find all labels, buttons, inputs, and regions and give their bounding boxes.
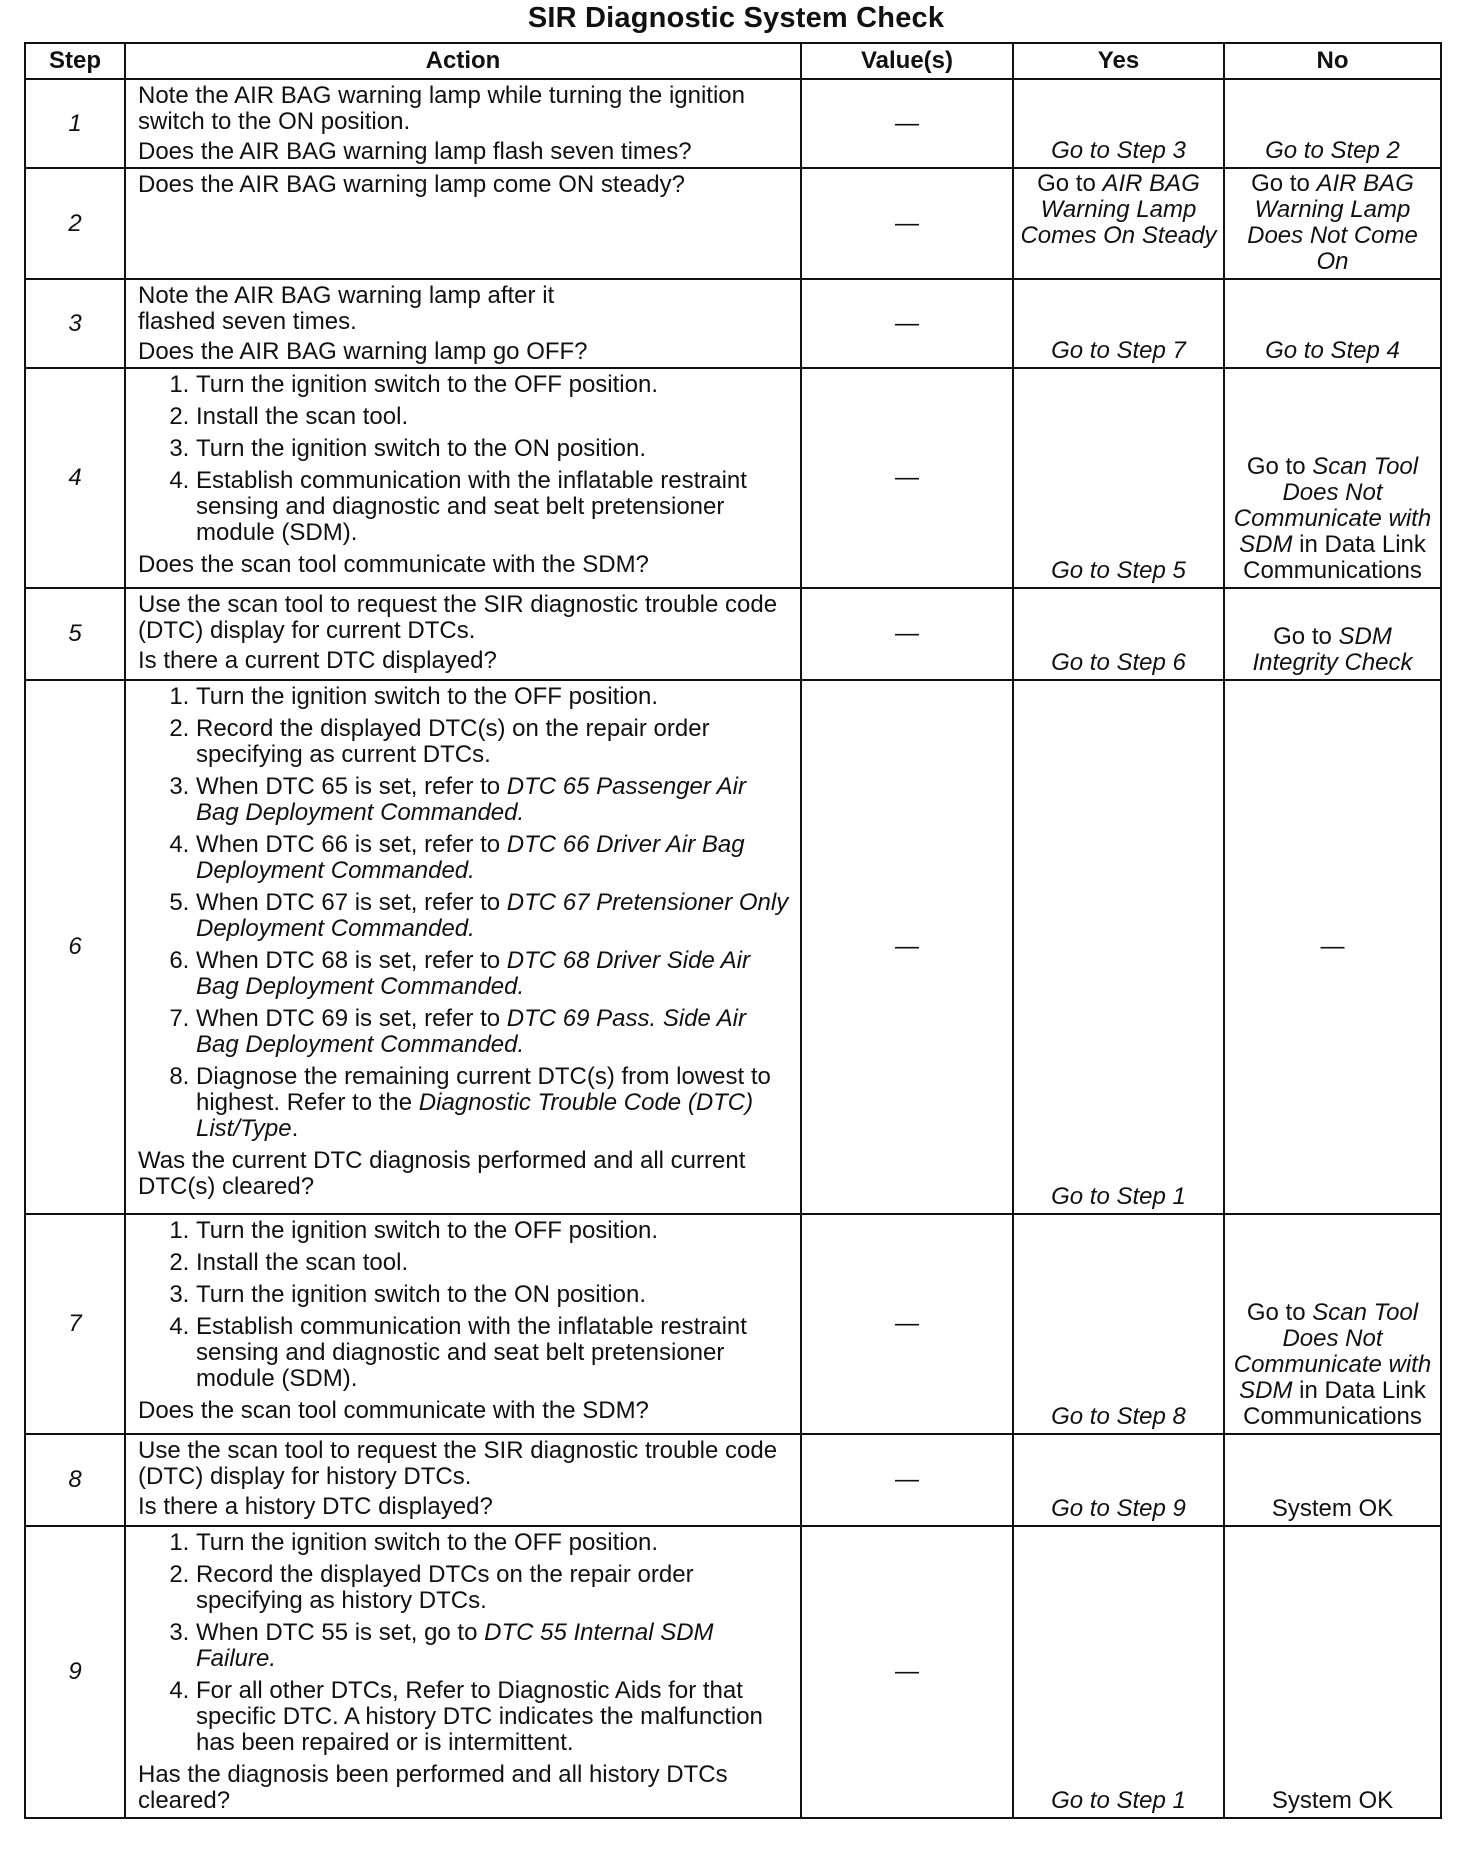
action-question: Was the current DTC diagnosis performed and all current DTC(s) cleared? [138, 1147, 746, 1200]
list-item: 2. Record the displayed DTCs on the repair order specifying as history DTCs. [196, 1562, 794, 1614]
value-cell: — [801, 1214, 1013, 1434]
action-text: Note the AIR BAG warning lamp after it flashed seven times. [138, 282, 555, 335]
value-cell: — [801, 588, 1013, 680]
yes-cell[interactable] [1013, 168, 1224, 279]
table-row [25, 79, 1441, 168]
no-cell[interactable] [1224, 1214, 1441, 1434]
procedure-list [138, 1218, 794, 1392]
action-question: Does the AIR BAG warning lamp go OFF? [138, 338, 588, 365]
procedure-list [138, 684, 794, 1142]
list-item: 1. Turn the ignition switch to the OFF position. [196, 684, 794, 710]
list-item: 7. When DTC 69 is set, refer to DTC 69 Pass. Side Air Bag Deployment Commanded. [196, 1006, 794, 1058]
action-text: Use the scan tool to request the SIR diagnostic trouble code (DTC) display for history DTCs. [138, 1437, 778, 1490]
action-text: Use the scan tool to request the SIR diagnostic trouble code (DTC) display for current DTCs. [138, 591, 778, 644]
no-link[interactable]: Go to Step 2 [1265, 137, 1400, 164]
value-cell: — [801, 680, 1013, 1214]
procedure-list [138, 1530, 794, 1756]
table-row [25, 368, 1441, 588]
value-cell: — [801, 168, 1013, 279]
dtc-reference: DTC 55 Internal SDM Failure. [196, 1619, 714, 1672]
step-number: 8 [25, 1434, 125, 1526]
step-number: 4 [25, 368, 125, 588]
list-item: 3. Turn the ignition switch to the ON position. [196, 1282, 794, 1308]
table-row [25, 680, 1441, 1214]
diagnostic-table [24, 42, 1442, 1819]
action-cell [125, 1214, 801, 1434]
yes-cell[interactable] [1013, 680, 1224, 1214]
list-item: 3. When DTC 55 is set, go to DTC 55 Internal SDM Failure. [196, 1620, 794, 1672]
list-item: 1. Turn the ignition switch to the OFF position. [196, 372, 794, 398]
action-question: Does the AIR BAG warning lamp come ON steady? [138, 171, 685, 198]
action-question: Is there a current DTC displayed? [138, 647, 497, 674]
dtc-reference: DTC 65 Passenger Air Bag Deployment Commanded. [196, 773, 746, 826]
no-prefix: Go to [1273, 623, 1339, 650]
action-text: Note the AIR BAG warning lamp while turning the ignition switch to the ON position. [138, 82, 745, 135]
header-yes: Yes [1013, 43, 1224, 79]
list-item: 5. When DTC 67 is set, refer to DTC 67 Pretensioner Only Deployment Commanded. [196, 890, 794, 942]
action-question: Does the scan tool communicate with the SDM? [138, 1397, 649, 1424]
list-item: 1. Turn the ignition switch to the OFF position. [196, 1218, 794, 1244]
action-question: Does the scan tool communicate with the SDM? [138, 551, 649, 578]
action-question: Has the diagnosis been performed and all history DTCs cleared? [138, 1761, 728, 1814]
action-cell [125, 79, 801, 168]
yes-link[interactable]: Go to Step 5 [1051, 557, 1186, 584]
step-number: 9 [25, 1526, 125, 1818]
yes-cell[interactable] [1013, 1526, 1224, 1818]
value-cell: — [801, 1526, 1013, 1818]
dtc-reference: DTC 67 Pretensioner Only Deployment Commanded. [196, 889, 789, 942]
value-cell: — [801, 279, 1013, 368]
no-link[interactable]: Scan Tool Does Not Communicate with SDM [1233, 453, 1432, 558]
yes-link[interactable]: Go to Step 6 [1051, 649, 1186, 676]
header-step: Step [25, 43, 125, 79]
no-cell: System OK [1224, 1434, 1441, 1526]
list-item: 3. When DTC 65 is set, refer to DTC 65 Passenger Air Bag Deployment Commanded. [196, 774, 794, 826]
no-prefix: Go to [1246, 453, 1313, 480]
yes-cell[interactable] [1013, 368, 1224, 588]
action-question: Does the AIR BAG warning lamp flash seven times? [138, 138, 692, 165]
header-values: Value(s) [801, 43, 1013, 79]
procedure-list [138, 372, 794, 546]
list-item: 2. Install the scan tool. [196, 1250, 794, 1276]
no-cell[interactable] [1224, 79, 1441, 168]
list-item: 6. When DTC 68 is set, refer to DTC 68 Driver Side Air Bag Deployment Commanded. [196, 948, 794, 1000]
yes-link[interactable]: Go to Step 1 [1051, 1787, 1186, 1814]
value-cell: — [801, 1434, 1013, 1526]
step-number: 2 [25, 168, 125, 279]
list-item: 8. Diagnose the remaining current DTC(s) from lowest to highest. Refer to the Diagnostic Trouble Code (DTC) List/Type. [196, 1064, 794, 1142]
no-suffix: in Data Link Communications [1243, 531, 1426, 584]
action-cell [125, 588, 801, 680]
no-cell: — [1224, 680, 1441, 1214]
yes-link[interactable]: Go to Step 9 [1051, 1495, 1186, 1522]
yes-prefix: Go to [1037, 170, 1103, 197]
dtc-reference: Diagnostic Trouble Code (DTC) List/Type [196, 1089, 754, 1142]
no-cell: System OK [1224, 1526, 1441, 1818]
list-item: 4. Establish communication with the inflatable restraint sensing and diagnostic and seat belt pretensioner module (SDM). [196, 1314, 794, 1392]
dtc-reference: DTC 68 Driver Side Air Bag Deployment Commanded. [196, 947, 750, 1000]
list-item: 2. Install the scan tool. [196, 404, 794, 430]
header-no: No [1224, 43, 1441, 79]
yes-link[interactable]: Go to Step 8 [1051, 1403, 1186, 1430]
no-link[interactable]: AIR BAG Warning Lamp Does Not Come On [1247, 170, 1418, 275]
no-link[interactable]: SDM Integrity Check [1252, 623, 1413, 676]
table-row [25, 1434, 1441, 1526]
no-cell[interactable] [1224, 368, 1441, 588]
table-row [25, 279, 1441, 368]
yes-link[interactable]: Go to Step 7 [1051, 337, 1186, 364]
no-prefix: Go to [1251, 170, 1317, 197]
yes-link[interactable]: Go to Step 1 [1051, 1183, 1186, 1210]
dtc-reference: DTC 66 Driver Air Bag Deployment Commanded. [196, 831, 745, 884]
step-number: 7 [25, 1214, 125, 1434]
step-number: 1 [25, 79, 125, 168]
page-title: SIR Diagnostic System Check [527, 2, 945, 34]
list-item: 4. When DTC 66 is set, refer to DTC 66 Driver Air Bag Deployment Commanded. [196, 832, 794, 884]
action-cell [125, 279, 801, 368]
yes-cell[interactable] [1013, 79, 1224, 168]
step-number: 6 [25, 680, 125, 1214]
yes-link[interactable]: Go to Step 3 [1051, 137, 1186, 164]
table-row [25, 1214, 1441, 1434]
action-cell [125, 168, 801, 279]
list-item: 4. Establish communication with the inflatable restraint sensing and diagnostic and seat belt pretensioner module (SDM). [196, 468, 794, 546]
no-cell[interactable] [1224, 168, 1441, 279]
action-cell [125, 368, 801, 588]
step-number: 5 [25, 588, 125, 680]
action-cell [125, 680, 801, 1214]
table-row [25, 168, 1441, 279]
list-item: 1. Turn the ignition switch to the OFF position. [196, 1530, 794, 1556]
header-row [25, 43, 1441, 79]
no-cell[interactable] [1224, 279, 1441, 368]
yes-cell[interactable] [1013, 279, 1224, 368]
no-link[interactable]: Scan Tool Does Not Communicate with SDM [1233, 1299, 1432, 1404]
action-cell [125, 1526, 801, 1818]
yes-link[interactable]: AIR BAG Warning Lamp Comes On Steady [1020, 170, 1217, 249]
value-cell: — [801, 368, 1013, 588]
no-link[interactable]: Go to Step 4 [1265, 337, 1400, 364]
table-row [25, 1526, 1441, 1818]
action-question: Is there a history DTC displayed? [138, 1493, 493, 1520]
list-item: 4. For all other DTCs, Refer to Diagnostic Aids for that specific DTC. A history DTC indicates the malfunction has been repaired or is intermittent. [196, 1678, 794, 1756]
value-cell: — [801, 79, 1013, 168]
list-item: 2. Record the displayed DTC(s) on the repair order specifying as current DTCs. [196, 716, 794, 768]
header-action: Action [125, 43, 801, 79]
list-item: 3. Turn the ignition switch to the ON position. [196, 436, 794, 462]
yes-cell[interactable] [1013, 588, 1224, 680]
yes-cell[interactable] [1013, 1434, 1224, 1526]
yes-cell[interactable] [1013, 1214, 1224, 1434]
no-suffix: in Data Link Communications [1243, 1377, 1426, 1430]
step-number: 3 [25, 279, 125, 368]
table-row [25, 588, 1441, 680]
no-cell[interactable] [1224, 588, 1441, 680]
no-prefix: Go to [1246, 1299, 1313, 1326]
action-cell [125, 1434, 801, 1526]
dtc-reference: DTC 69 Pass. Side Air Bag Deployment Commanded. [196, 1005, 746, 1058]
